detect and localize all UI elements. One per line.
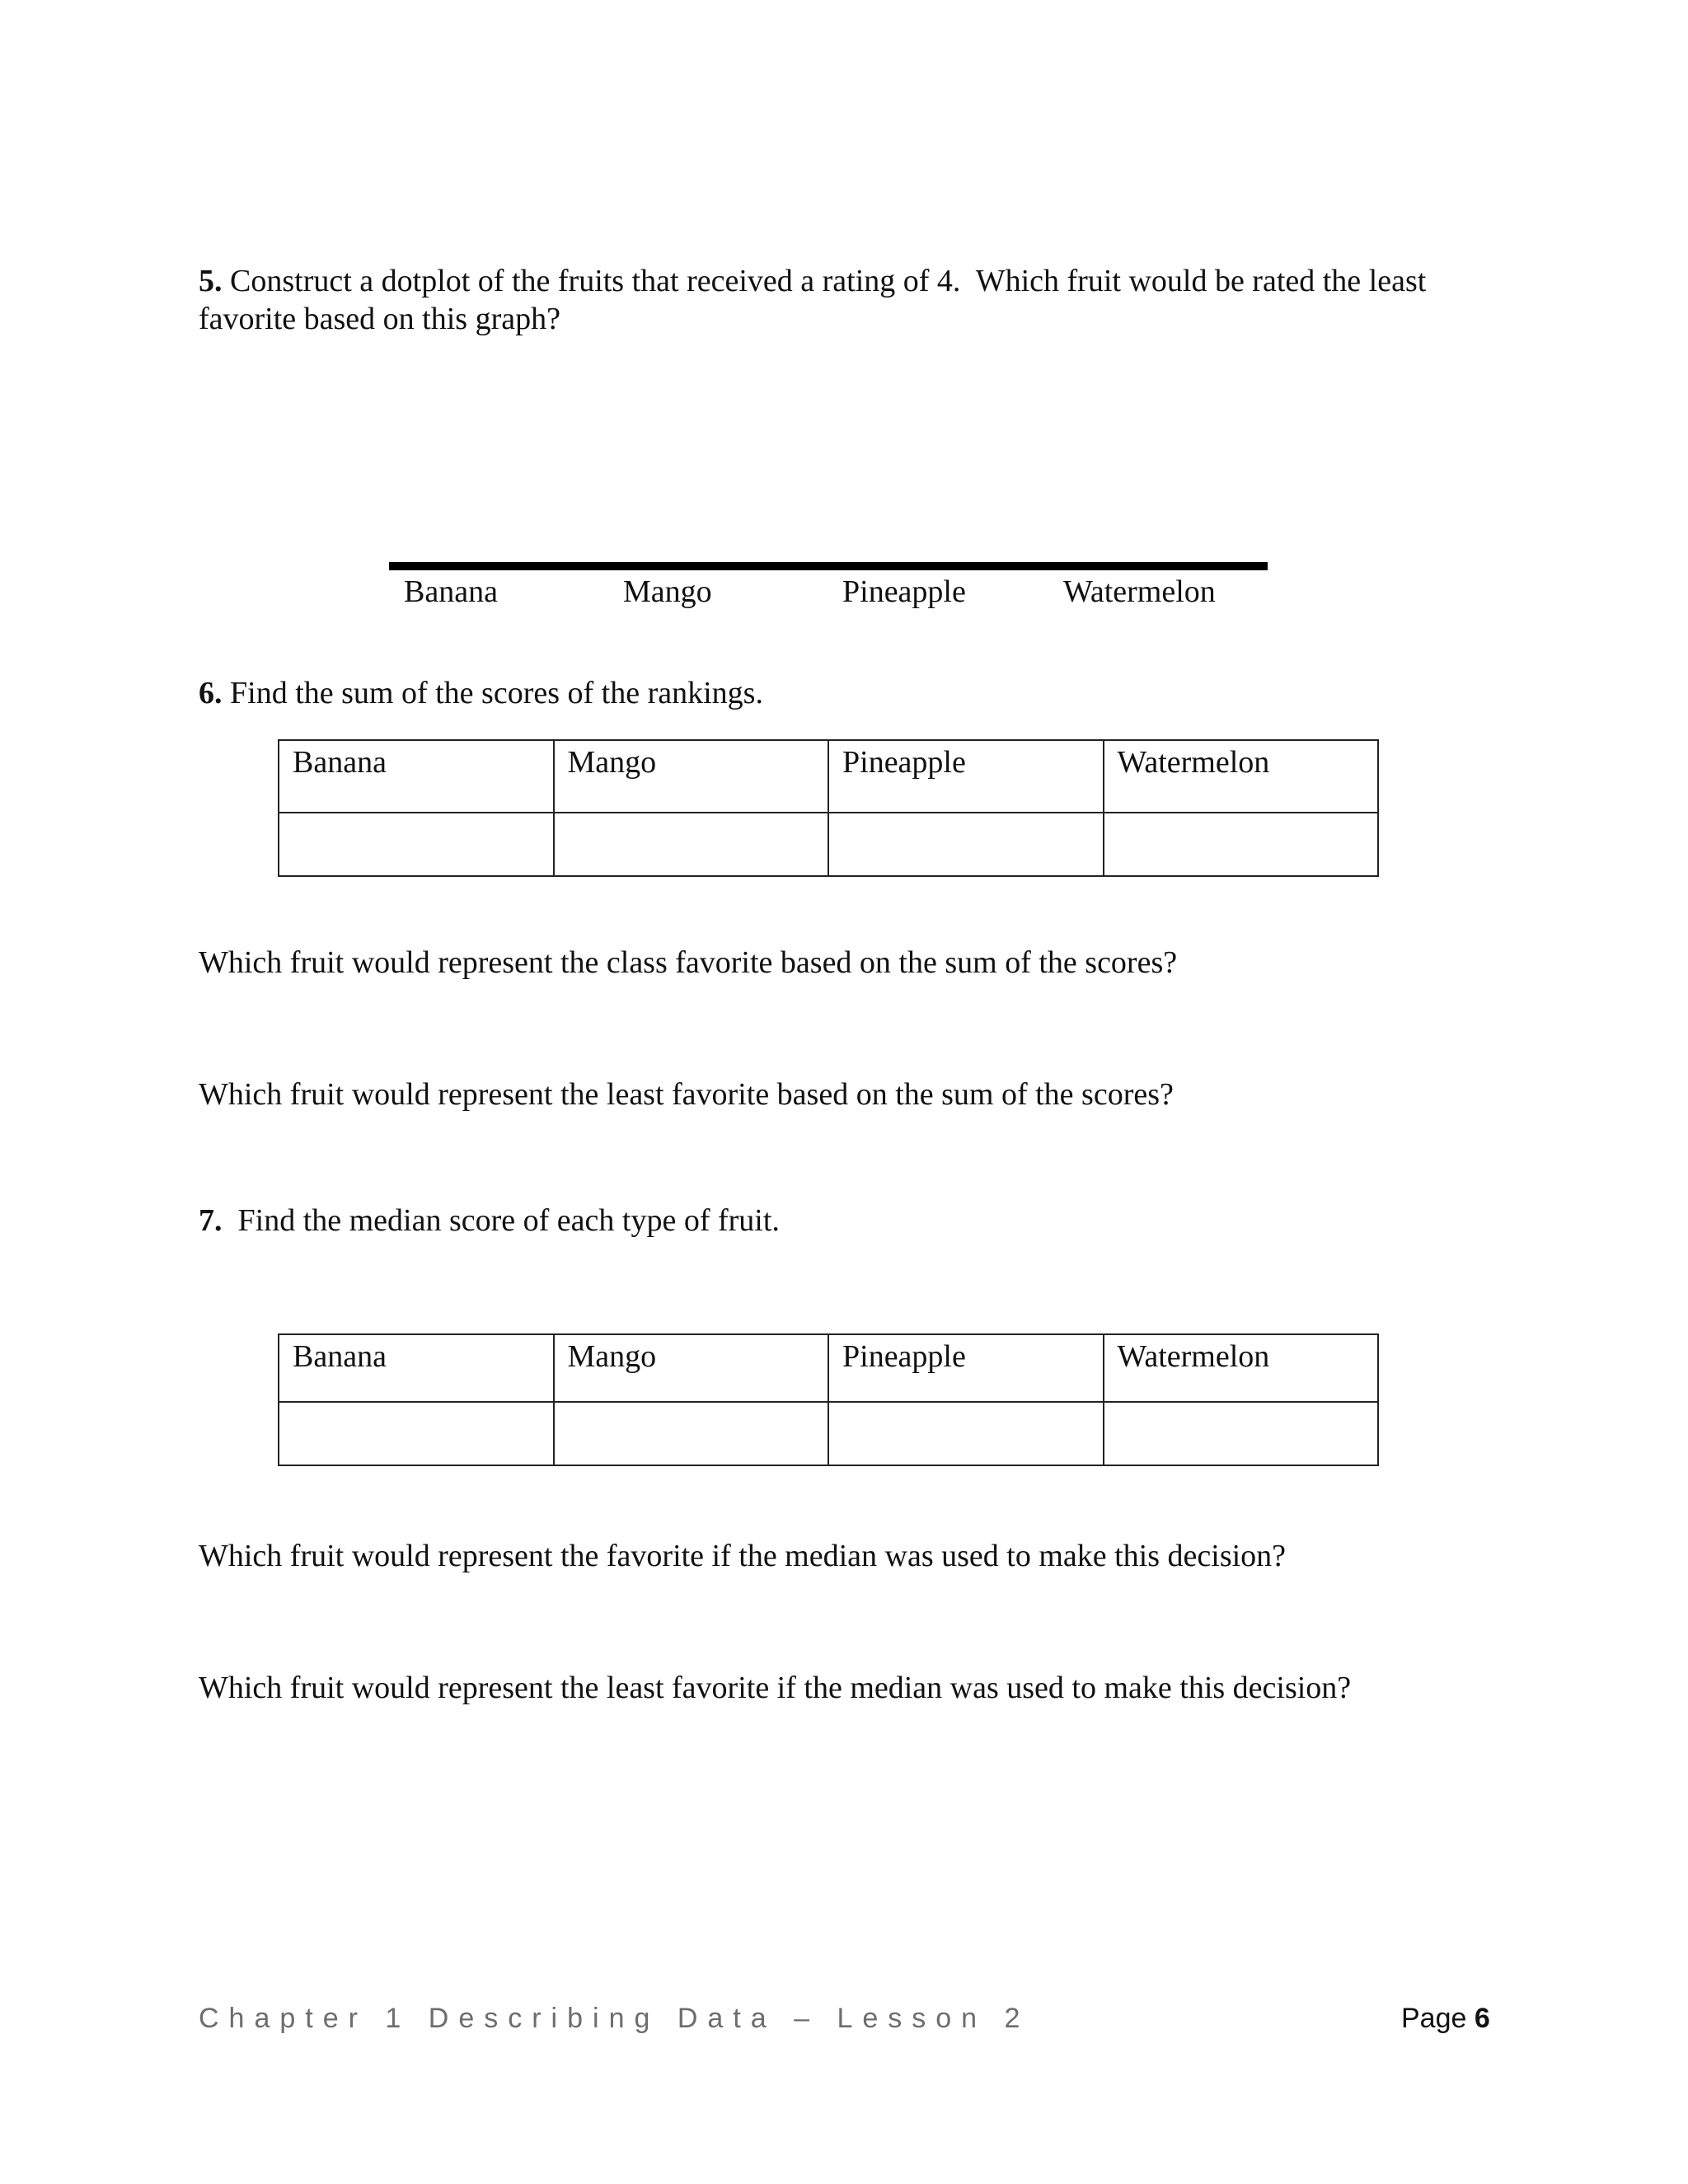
question-6-text: Find the sum of the scores of the rankings. [222, 676, 763, 710]
question-6-number: 6. [199, 676, 223, 710]
table-header-cell: Pineapple [828, 740, 1104, 813]
table-header-row [279, 740, 1378, 813]
question-5 [199, 262, 1484, 338]
answer-cell[interactable] [554, 1402, 829, 1465]
table-answer-row [279, 813, 1378, 876]
question-7a: Which fruit would represent the favorite if the median was used to make this decision? [199, 1539, 1287, 1573]
question-5-text: Construct a dotplot of the fruits that received a rating of 4. Which fruit would be rated the least favorite based on this graph? [199, 264, 1434, 336]
question-7-number: 7. [199, 1203, 223, 1238]
answer-cell[interactable] [1104, 813, 1379, 876]
footer-page-number [1401, 2003, 1490, 2035]
dotplot-label-pineapple: Pineapple [842, 574, 966, 609]
table-answer-row [279, 1402, 1378, 1465]
footer-page-value: 6 [1474, 2003, 1490, 2034]
footer-page-label: Page [1401, 2003, 1475, 2034]
answer-cell[interactable] [279, 1402, 554, 1465]
question-7 [199, 1202, 780, 1240]
dotplot-axis [389, 562, 1268, 620]
sum-scores-table [278, 739, 1379, 877]
dotplot-label-banana: Banana [404, 574, 498, 609]
question-6b: Which fruit would represent the least favorite based on the sum of the scores? [199, 1077, 1174, 1112]
question-6a: Which fruit would represent the class favorite based on the sum of the scores? [199, 945, 1178, 980]
table-header-cell: Watermelon [1104, 740, 1379, 813]
dotplot-label-watermelon: Watermelon [1063, 574, 1216, 609]
question-5-number: 5. [199, 264, 223, 298]
answer-cell[interactable] [279, 813, 554, 876]
footer-chapter-title: Chapter 1 Describing Data – Lesson 2 [199, 2003, 1030, 2034]
table-header-cell: Mango [554, 1334, 829, 1402]
question-7-text: Find the median score of each type of fruit. [222, 1203, 780, 1238]
question-7b: Which fruit would represent the least favorite if the median was used to make this decision? [199, 1671, 1352, 1705]
answer-cell[interactable] [828, 813, 1104, 876]
table-header-row [279, 1334, 1378, 1402]
table-header-cell: Watermelon [1104, 1334, 1379, 1402]
dotplot-label-mango: Mango [623, 574, 712, 609]
answer-cell[interactable] [554, 813, 829, 876]
question-6 [199, 674, 763, 712]
table-header-cell: Banana [279, 1334, 554, 1402]
median-scores-table [278, 1333, 1379, 1466]
answer-cell[interactable] [1104, 1402, 1379, 1465]
answer-cell[interactable] [828, 1402, 1104, 1465]
table-header-cell: Pineapple [828, 1334, 1104, 1402]
table-header-cell: Banana [279, 740, 554, 813]
table-header-cell: Mango [554, 740, 829, 813]
